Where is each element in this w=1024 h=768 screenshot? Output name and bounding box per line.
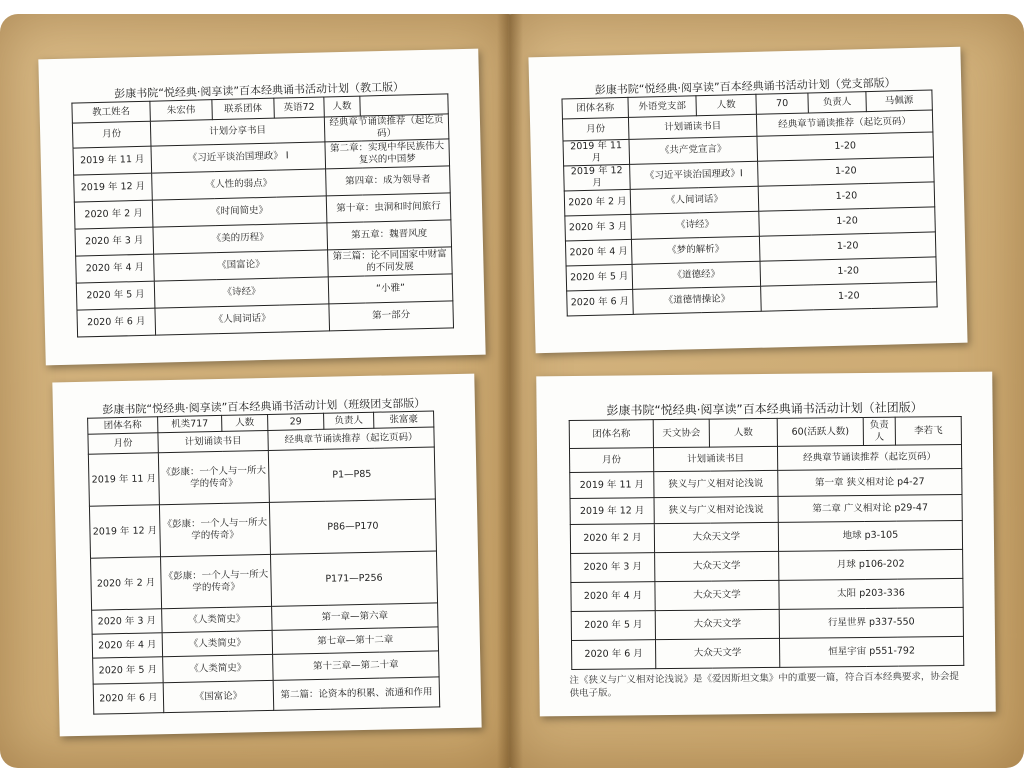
col-header: 计划诵读书目 <box>628 114 756 139</box>
month-cell: 2019 年 12 月 <box>89 505 160 558</box>
chapter-cell: 太阳 p203-336 <box>779 578 963 609</box>
chapter-cell: 恒星宇宙 p551-792 <box>779 636 963 667</box>
book-cell: 《道德经》 <box>632 261 761 289</box>
chapter-cell: 1-20 <box>761 282 938 311</box>
table-row <box>572 636 964 669</box>
chapter-cell: 1-20 <box>758 157 935 186</box>
month-cell: 2019 年 12 月 <box>564 164 631 191</box>
book-cell: 《人类简史》 <box>163 654 274 682</box>
info-label: 联系团体 <box>212 98 274 120</box>
month-cell: 2020 年 2 月 <box>91 557 162 610</box>
table-row <box>570 520 962 553</box>
info-value: 马佩源 <box>866 90 932 112</box>
chapter-cell: 地球 p3-105 <box>778 520 962 551</box>
plan-table <box>569 416 965 670</box>
chapter-cell: 1-20 <box>759 232 936 261</box>
table-row <box>91 551 438 610</box>
table-row <box>571 607 963 640</box>
month-cell: 2020 年 6 月 <box>77 308 156 337</box>
book-cell: 《国富论》 <box>163 680 274 712</box>
month-cell: 2020 年 3 月 <box>571 553 655 583</box>
book-cell: 《美的历程》 <box>153 223 328 254</box>
book-cell: 大众天文学 <box>655 609 779 639</box>
chapter-cell: 1-20 <box>759 207 936 236</box>
book-cell: 大众天文学 <box>655 551 779 581</box>
info-label: 团体名称 <box>569 420 653 449</box>
table-row <box>89 499 436 558</box>
info-row <box>569 416 961 448</box>
book-cell: 《彭康：一个人与一所大学的传奇》 <box>161 554 272 608</box>
chapter-cell: 1-20 <box>757 132 934 161</box>
month-cell: 2019 年 11 月 <box>73 146 152 175</box>
info-label: 人数 <box>324 96 360 117</box>
col-header: 经典章节诵读推荐（起讫页码） <box>756 110 932 136</box>
col-header: 月份 <box>72 121 151 148</box>
book-cell: 《人类简史》 <box>162 606 272 632</box>
info-label: 负责人 <box>863 417 895 445</box>
info-value: 英语72 <box>274 97 324 118</box>
month-cell: 2019 年 11 月 <box>570 472 654 499</box>
book-cell: 《习近平谈治国理政》Ⅰ <box>630 161 759 189</box>
sheet-title: 彭康书院“悦经典·阅享读”百本经典诵书活动计划（党支部版） <box>594 76 896 97</box>
month-cell: 2020 年 3 月 <box>75 227 154 256</box>
month-cell: 2020 年 6 月 <box>567 289 634 316</box>
book-cell: 《习近平谈治国理政》 Ⅰ <box>151 142 326 173</box>
month-cell: 2020 年 2 月 <box>74 200 153 229</box>
table-row <box>88 447 435 506</box>
info-value: 天文协会 <box>653 419 709 448</box>
sheet-teacher <box>38 49 485 366</box>
chapter-cell: 第二章 广义相对论 p29-47 <box>778 494 962 522</box>
table-row <box>93 677 440 714</box>
table-row <box>571 549 963 582</box>
chapter-cell: 第四章：成为领导者 <box>326 166 451 196</box>
chapter-cell: 第二章：实现中华民族伟大复兴的中国梦 <box>325 139 450 169</box>
chapter-cell: 1-20 <box>758 182 935 211</box>
month-cell: 2020 年 5 月 <box>76 281 155 310</box>
info-value: 外语党支部 <box>628 96 696 118</box>
col-header: 计划诵读书目 <box>158 430 268 452</box>
month-cell: 2019 年 11 月 <box>563 139 630 166</box>
col-header: 月份 <box>569 448 653 473</box>
chapter-cell: P1—P85 <box>268 447 435 502</box>
sheet-title: 彭康书院“悦经典·阅享读”百本经典诵书活动计划（教工版） <box>114 80 405 101</box>
info-value: 朱宏伟 <box>150 100 212 122</box>
book-cell: 《梦的解析》 <box>631 236 760 264</box>
chapter-cell: 第五章：魏晋风度 <box>327 220 452 250</box>
info-label: 人数 <box>696 94 756 115</box>
info-value: 机类717 <box>158 415 222 432</box>
month-cell: 2020 年 5 月 <box>566 264 633 291</box>
book-cell: 《人类简史》 <box>162 630 272 656</box>
col-header: 经典章节诵读推荐（起讫页码） <box>268 427 434 450</box>
info-label: 人数 <box>222 414 268 431</box>
info-label: 负责人 <box>808 92 866 113</box>
book-cell: 《诗经》 <box>631 211 760 239</box>
book-cell: 《道德情操论》 <box>633 286 762 314</box>
chapter-cell: 第七章—第十二章 <box>272 627 438 654</box>
month-cell: 2020 年 6 月 <box>93 683 164 714</box>
book-cell: 大众天文学 <box>655 580 779 610</box>
col-header: 计划分享书目 <box>150 117 325 146</box>
info-label: 团体名称 <box>562 97 628 119</box>
info-value: 张富豪 <box>374 411 434 428</box>
plan-table <box>87 410 440 714</box>
month-cell: 2020 年 3 月 <box>565 214 632 241</box>
month-cell: 2020 年 6 月 <box>572 640 656 670</box>
book-cell: 《诗经》 <box>154 277 329 308</box>
book-cell: 《人间词话》 <box>155 304 330 335</box>
plan-table <box>71 93 454 337</box>
chapter-cell: P171—P256 <box>270 551 437 606</box>
sheet-class-branch <box>52 374 481 737</box>
month-cell: 2020 年 2 月 <box>570 524 654 554</box>
chapter-cell: 行星世界 p337-550 <box>779 607 963 638</box>
book-cell: 《共产党宣言》 <box>629 136 758 164</box>
col-header: 经典章节诵读推荐（起讫页码） <box>324 114 449 142</box>
table-row <box>570 494 962 524</box>
book-cell: 狭义与广义相对论浅说 <box>654 470 778 497</box>
book-cell: 大众天文学 <box>654 522 778 552</box>
book-cell: 《彭康：一个人与一所大学的传奇》 <box>158 450 269 504</box>
info-label: 教工姓名 <box>72 101 150 123</box>
book-cell: 大众天文学 <box>655 638 779 668</box>
chapter-cell: P86—P170 <box>269 499 436 554</box>
month-cell: 2020 年 4 月 <box>76 254 155 283</box>
col-header: 计划诵读书目 <box>653 446 777 471</box>
month-cell: 2020 年 4 月 <box>92 633 162 658</box>
month-cell: 2020 年 5 月 <box>93 657 164 684</box>
book-cell: 《人性的弱点》 <box>152 169 327 200</box>
chapter-cell: 第一章—第六章 <box>272 603 438 630</box>
month-cell: 2020 年 3 月 <box>92 609 162 634</box>
month-cell: 2020 年 5 月 <box>571 611 655 641</box>
month-cell: 2019 年 12 月 <box>74 173 153 202</box>
info-value: 70 <box>756 93 808 114</box>
col-header: 经典章节诵读推荐（起讫页码） <box>777 444 961 470</box>
chapter-cell: “小雅” <box>328 274 453 304</box>
chapter-cell: 月球 p106-202 <box>779 549 963 580</box>
info-value: 李若飞 <box>895 416 961 445</box>
info-label: 团体名称 <box>88 417 158 434</box>
sheet-title: 彭康书院“悦经典·阅享读”百本经典诵书活动计划（社团版） <box>606 400 923 418</box>
book-spine <box>497 14 523 768</box>
chapter-cell: 1-20 <box>760 257 937 286</box>
info-label: 负责人 <box>324 412 374 429</box>
info-label: 人数 <box>709 418 777 447</box>
plan-table <box>561 89 937 316</box>
book-cell: 《彭康：一个人与一所大学的传奇》 <box>159 502 270 556</box>
sheet-title: 彭康书院“悦经典·阅享读”百本经典诵书活动计划（班级团支部版） <box>102 396 426 417</box>
book-cell: 《时间简史》 <box>152 196 327 227</box>
info-value: 60(活跃人数) <box>777 417 863 446</box>
chapter-cell: 第十章：虫洞和时间旅行 <box>326 193 451 223</box>
chapter-cell: 第十三章—第二十章 <box>273 651 440 680</box>
month-cell: 2020 年 2 月 <box>564 189 631 216</box>
info-value: 29 <box>268 413 324 430</box>
chapter-cell: 第一章 狭义相对论 p4-27 <box>778 468 962 496</box>
book-cell: 《人间词话》 <box>630 186 759 214</box>
info-value <box>360 94 448 116</box>
month-cell: 2020 年 4 月 <box>565 239 632 266</box>
table-row <box>571 578 963 611</box>
month-cell: 2020 年 4 月 <box>571 582 655 612</box>
sheet-party-branch <box>528 47 967 353</box>
footnote: 注《狭义与广义相对论浅说》是《爱因斯坦文集》中的重要一篇，符合百本经典要求，协会提供电子版。 <box>569 670 959 700</box>
sheet-club <box>536 372 996 717</box>
table-row <box>570 468 962 498</box>
book-cell: 《国富论》 <box>154 250 329 281</box>
month-cell: 2019 年 11 月 <box>88 453 159 506</box>
chapter-cell: 第二篇：论资本的积累、流通和作用 <box>273 677 440 710</box>
chapter-cell: 第三篇：论不同国家中财富的不同发展 <box>328 247 453 277</box>
book-cell: 狭义与广义相对论浅说 <box>654 496 778 523</box>
col-header: 月份 <box>562 117 629 141</box>
month-cell: 2019 年 12 月 <box>570 498 654 525</box>
col-header: 月份 <box>88 433 158 454</box>
chapter-cell: 第一部分 <box>329 301 454 331</box>
